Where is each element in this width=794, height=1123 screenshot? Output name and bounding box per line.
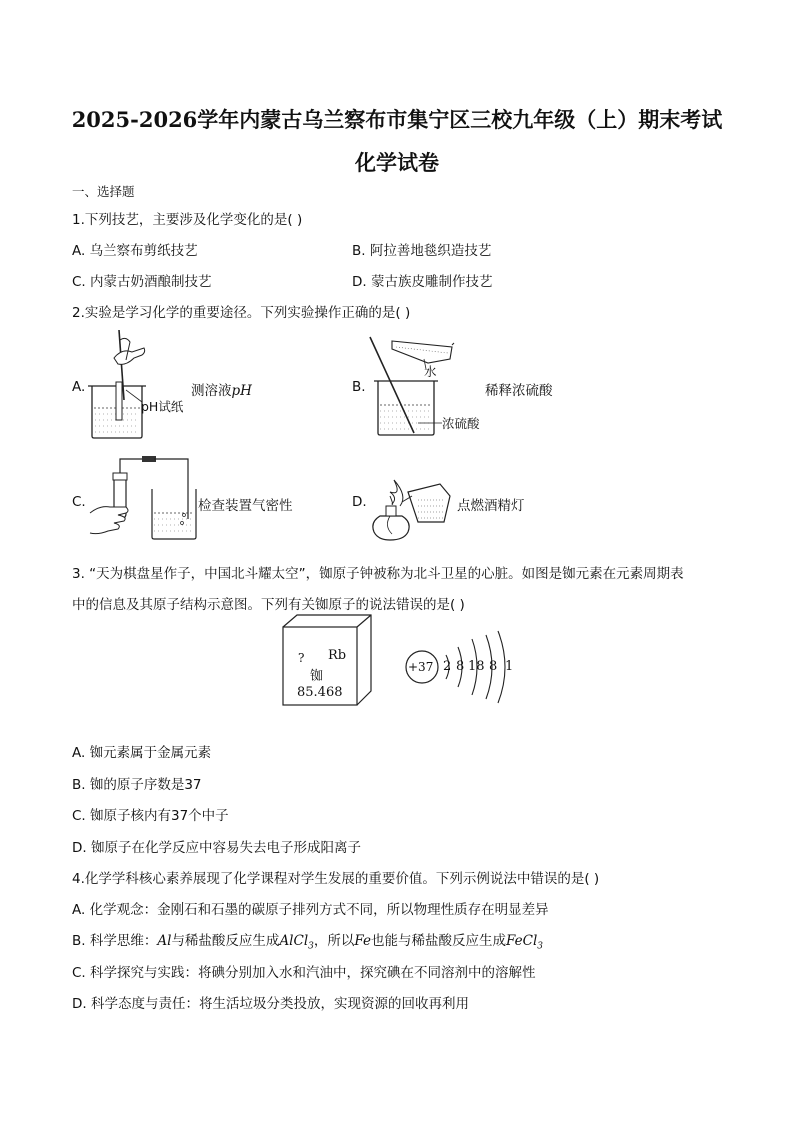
q4-option-b[interactable] [72,929,543,952]
q1-option-b[interactable]: B. 阿拉善地毯织造技艺 [352,243,492,259]
q4-b-text1: 与稀盐酸反应生成 [171,933,280,949]
airtightness-figure [88,453,198,545]
q4-b-text2: ，所以 [313,933,355,949]
shell-4-electrons: 8 [489,659,498,674]
q1-option-a[interactable]: A. 乌兰察布剪纸技艺 [72,243,198,259]
q2-option-a-letter[interactable]: A. [72,379,86,395]
exam-subtitle: 化学试卷 [355,150,439,175]
q4-option-c[interactable]: C. 科学探究与实践：将碘分别加入水和汽油中，探究碘在不同溶剂中的溶解性 [72,965,536,981]
shell-1-electrons: 2 [443,659,452,674]
q1-option-c[interactable]: C. 内蒙古奶酒酿制技艺 [72,274,212,290]
element-mass: 85.468 [297,685,343,700]
q1-option-d[interactable]: D. 蒙古族皮雕制作技艺 [352,274,493,290]
formula-fecl3 [506,933,544,952]
q3-stem-line1: 3. “天为棋盘星作子，中国北斗耀太空”，铷原子钟被称为北斗卫星的心脏。如图是铷元素在元素周期表 [72,566,684,582]
q3-option-d[interactable]: D. 铷原子在化学反应中容易失去电子形成阳离子 [72,840,361,856]
formula-alcl3-sub: 3 [308,941,314,952]
q2-option-d-letter[interactable]: D. [352,494,367,510]
element-symbol: Rb [328,648,347,663]
shell-5-electrons: 1 [505,659,514,674]
ph-paper-label: pH试纸 [141,399,184,414]
element-name: 铷 [310,669,324,684]
formula-fecl3-base: FeCl [506,933,538,949]
element-atomic-number: ? [298,651,305,665]
q2-option-c-caption: 检查装置气密性 [198,498,293,514]
q3-option-a[interactable]: A. 铷元素属于金属元素 [72,745,212,761]
q1-stem: 1.下列技艺，主要涉及化学变化的是( ) [72,212,303,228]
shell-3-electrons: 18 [468,659,485,674]
section-heading: 一、选择题 [72,184,135,199]
q2-option-d-caption: 点燃酒精灯 [457,498,525,514]
water-label: 水 [424,364,437,379]
q4-option-d[interactable]: D. 科学态度与责任：将生活垃圾分类投放，实现资源的回收再利用 [72,996,469,1012]
q4-option-a[interactable]: A. 化学观念：金刚石和石墨的碳原子排列方式不同，所以物理性质存在明显差异 [72,902,549,918]
formula-fecl3-sub: 3 [537,941,544,952]
q4-b-text3: 也能与稀盐酸反应生成 [371,933,507,949]
q3-stem-line2: 中的信息及其原子结构示意图。下列有关铷原子的说法错误的是( ) [72,597,465,613]
conc-acid-label: 浓硫酸 [442,416,480,431]
caption-text: 测溶液 [191,383,232,399]
q3-option-c[interactable]: C. 铷原子核内有37个中子 [72,808,229,824]
q4-b-lead: B. 科学思维： [72,933,158,949]
q2-option-c-letter[interactable]: C. [72,494,86,510]
q3-option-b[interactable]: B. 铷的原子序数是37 [72,777,202,793]
shell-2-electrons: 8 [456,659,465,674]
exam-title: 2025-2026学年内蒙古乌兰察布市集宁区三校九年级（上）期末考试 [71,107,723,132]
formula-fe: Fe [354,933,372,949]
q2-stem: 2.实验是学习化学的重要途径。下列实验操作正确的是( ) [72,305,411,321]
q2-option-b-caption: 稀释浓硫酸 [485,383,553,399]
formula-al: Al [157,933,172,949]
formula-alcl3-base: AlCl [279,933,309,949]
lighting-lamp-figure [368,456,458,548]
ph-symbol: pH [231,383,252,399]
q4-stem: 4.化学学科核心素养展现了化学课程对学生发展的重要价值。下列示例说法中错误的是( ) [72,871,600,887]
ph-test-figure [86,330,196,440]
nucleus-charge: +37 [408,660,434,674]
q2-option-b-letter[interactable]: B. [352,379,366,395]
formula-alcl3 [279,933,314,952]
q2-option-a-caption [191,379,252,399]
